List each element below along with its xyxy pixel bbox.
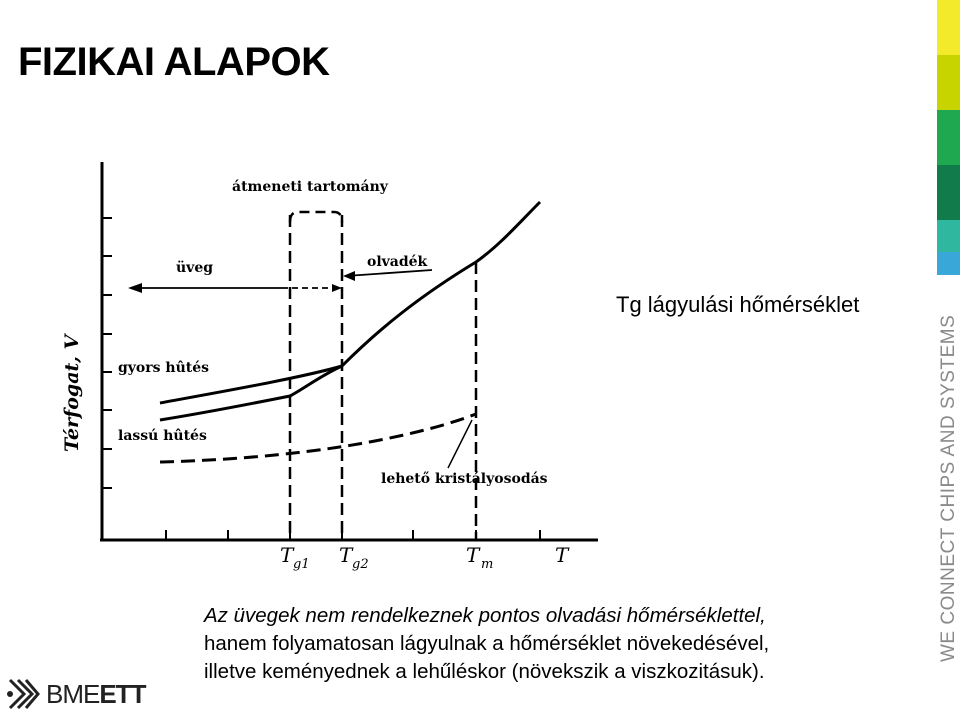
color-stripe: [937, 220, 960, 252]
tagline: WE CONNECT CHIPS AND SYSTEMS: [938, 314, 959, 662]
brand-color-bar: [937, 0, 960, 275]
tick-tm-main: T: [466, 543, 480, 567]
logo-text-bold: ETT: [99, 678, 146, 709]
label-melt: olvadék: [367, 254, 428, 270]
label-fast-cooling: gyors hûtés: [118, 360, 210, 376]
crystallization-pointer: [448, 420, 472, 468]
chip-logo-icon: [6, 676, 42, 712]
label-crystallization: lehető kristályosodás: [381, 471, 548, 487]
tick-tm: [466, 543, 493, 572]
melt-arrow: [346, 270, 432, 276]
logo-text: [46, 679, 145, 710]
caption-line-2: hanem folyamatosan lágyulnak a hőmérséklet növekedésével,: [204, 632, 770, 655]
glass-arrow-head: [128, 283, 142, 293]
caption-line-3: illetve keményednek a lehűléskor (növekszik a viszkozitásuk).: [204, 660, 765, 683]
bmeett-logo: [6, 676, 145, 712]
y-axis-label: Térfogat, V: [61, 334, 83, 452]
melt-arrow-head: [343, 271, 355, 281]
crystallization-curve: [160, 414, 476, 462]
logo-text-light: BME: [46, 678, 100, 709]
color-stripe: [937, 165, 960, 220]
color-stripe: [937, 55, 960, 110]
tick-tg1-sub: g1: [293, 557, 310, 572]
transition-range-bracket: [290, 212, 342, 222]
tick-tg2-main: T: [339, 543, 353, 567]
color-stripe: [937, 252, 960, 275]
caption-line-1: Az üvegek nem rendelkeznek pontos olvadási hőmérséklettel,: [204, 604, 766, 627]
tick-tg1-main: T: [280, 543, 294, 567]
color-stripe: [937, 110, 960, 165]
color-stripe: [937, 0, 960, 55]
tick-tg2-sub: g2: [352, 557, 369, 572]
label-slow-cooling: lassú hûtés: [118, 428, 207, 444]
transition-arrow-head: [332, 284, 342, 292]
label-glass: üveg: [176, 260, 214, 276]
tick-tg1: [280, 543, 310, 572]
caption: [204, 602, 769, 686]
tick-tg2: [339, 543, 369, 572]
slide-title: FIZIKAI ALAPOK: [18, 40, 330, 84]
melt-curve: [342, 202, 540, 366]
label-transition-range: átmeneti tartomány: [232, 179, 388, 195]
subtitle: Tg lágyulási hőmérséklet: [616, 292, 860, 317]
tick-tm-sub: m: [481, 557, 494, 572]
tick-t: T: [555, 543, 569, 567]
